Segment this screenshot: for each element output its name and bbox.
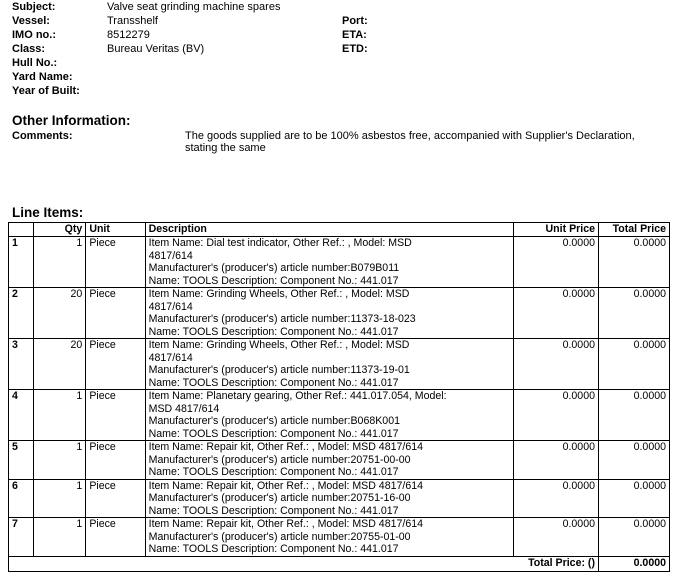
row-unit-price: 0.0000 (514, 288, 599, 339)
row-qty: 1 (34, 479, 86, 518)
row-unit: Piece (86, 339, 145, 390)
total-price-label: Total Price: () (9, 556, 599, 571)
row-qty: 1 (34, 237, 86, 288)
yard-label: Yard Name: (12, 71, 73, 83)
row-total-price: 0.0000 (598, 441, 669, 480)
col-header-no (9, 223, 34, 237)
description-line: Item Name: Planetary gearing, Other Ref.: 441.017.054, Model: (148, 390, 447, 402)
row-number: 2 (9, 288, 34, 339)
description-line: 4817/614 (148, 249, 193, 262)
row-description (145, 479, 514, 518)
description-line: 4817/614 (148, 300, 193, 313)
row-unit-price: 0.0000 (514, 441, 599, 480)
row-number: 7 (9, 518, 34, 557)
port-label: Port: (342, 15, 368, 27)
description-line: Name: TOOLS Description: Component No.: 441.017 (148, 543, 399, 555)
year-label: Year of Built: (12, 85, 80, 97)
description-line: Item Name: Repair kit, Other Ref.: , Model: MSD 4817/614 (148, 518, 423, 530)
description-line: Manufacturer's (producer's) article number:20755-01-00 (148, 530, 411, 543)
description-line: Manufacturer's (producer's) article number:20751-00-00 (148, 453, 411, 466)
description-line: Item Name: Grinding Wheels, Other Ref.: , Model: MSD (148, 339, 410, 351)
total-price-value: 0.0000 (598, 556, 669, 571)
row-total-price: 0.0000 (598, 518, 669, 557)
row-total-price: 0.0000 (598, 479, 669, 518)
other-information-title: Other Information: (12, 113, 131, 128)
comments-text (185, 130, 672, 154)
comments-label: Comments: (12, 130, 73, 142)
table-row (9, 479, 670, 518)
description-line: Name: TOOLS Description: Component No.: 441.017 (148, 325, 399, 338)
row-unit: Piece (86, 288, 145, 339)
description-line: Manufacturer's (producer's) article number:11373-18-023 (148, 313, 416, 325)
row-total-price: 0.0000 (598, 288, 669, 339)
description-line: Manufacturer's (producer's) article number:B079B011 (148, 262, 400, 274)
header-row-hull (12, 56, 672, 70)
row-unit: Piece (86, 237, 145, 288)
row-unit: Piece (86, 441, 145, 480)
etd-label: ETD: (342, 43, 368, 55)
row-qty: 1 (34, 518, 86, 557)
row-unit-price: 0.0000 (514, 237, 599, 288)
imo-value: 8512279 (107, 29, 150, 41)
row-qty: 1 (34, 441, 86, 480)
header-row-class (12, 42, 672, 56)
eta-value (412, 28, 672, 42)
etd-value (412, 42, 672, 56)
row-unit-price: 0.0000 (514, 479, 599, 518)
row-number: 5 (9, 441, 34, 480)
header-row-subject (12, 0, 672, 14)
total-row (9, 556, 670, 571)
header-row-vessel (12, 14, 672, 28)
col-header-unit: Unit (86, 223, 145, 237)
port-value (412, 14, 672, 28)
vessel-label: Vessel: (12, 15, 50, 27)
line-items-table (8, 222, 670, 572)
table-row (9, 339, 670, 390)
table-row (9, 518, 670, 557)
imo-label: IMO no.: (12, 29, 56, 41)
row-unit-price: 0.0000 (514, 339, 599, 390)
description-line: Name: TOOLS Description: Component No.: 441.017 (148, 466, 399, 478)
col-header-description: Description (145, 223, 514, 237)
description-line: Name: TOOLS Description: Component No.: 441.017 (148, 427, 399, 440)
comments-block (12, 130, 672, 154)
row-total-price: 0.0000 (598, 390, 669, 441)
comments-line: The goods supplied are to be 100% asbestos free, accompanied with Supplier's Declaration, (185, 130, 635, 142)
col-header-qty: Qty (34, 223, 86, 237)
row-qty: 20 (34, 288, 86, 339)
description-line: Item Name: Grinding Wheels, Other Ref.: , Model: MSD (148, 288, 410, 300)
col-header-unit-price: Unit Price (514, 223, 599, 237)
header-row-yard (12, 70, 672, 84)
row-unit: Piece (86, 479, 145, 518)
row-total-price: 0.0000 (598, 237, 669, 288)
description-line: MSD 4817/614 (148, 402, 220, 415)
description-line: Name: TOOLS Description: Component No.: 441.017 (148, 274, 399, 287)
eta-label: ETA: (342, 29, 367, 41)
row-unit: Piece (86, 518, 145, 557)
row-number: 4 (9, 390, 34, 441)
col-header-total-price: Total Price (598, 223, 669, 237)
class-label: Class: (12, 43, 46, 55)
header-block (12, 0, 672, 98)
row-qty: 20 (34, 339, 86, 390)
table-row (9, 237, 670, 288)
description-line: 4817/614 (148, 351, 193, 364)
row-description (145, 237, 514, 288)
table-row (9, 288, 670, 339)
row-description (145, 390, 514, 441)
row-number: 6 (9, 479, 34, 518)
description-line: Name: TOOLS Description: Component No.: 441.017 (148, 504, 399, 517)
comments-line: stating the same (185, 142, 266, 154)
table-row (9, 390, 670, 441)
row-unit-price: 0.0000 (514, 390, 599, 441)
hull-label: Hull No.: (12, 57, 58, 69)
row-number: 1 (9, 237, 34, 288)
header-row-imo (12, 28, 672, 42)
header-row-year (12, 84, 672, 98)
description-line: Name: TOOLS Description: Component No.: 441.017 (148, 376, 399, 389)
table-header-row (9, 223, 670, 237)
table-row (9, 441, 670, 480)
row-total-price: 0.0000 (598, 339, 669, 390)
description-line: Manufacturer's (producer's) article number:11373-19-01 (148, 364, 410, 376)
row-unit: Piece (86, 390, 145, 441)
row-description (145, 288, 514, 339)
description-line: Item Name: Dial test indicator, Other Ref.: , Model: MSD (148, 237, 412, 249)
row-description (145, 441, 514, 480)
row-description (145, 518, 514, 557)
subject-label: Subject: (12, 1, 56, 13)
description-line: Item Name: Repair kit, Other Ref.: , Model: MSD 4817/614 (148, 441, 423, 453)
line-items-title: Line Items: (12, 205, 84, 220)
row-description (145, 339, 514, 390)
description-line: Manufacturer's (producer's) article number:B068K001 (148, 415, 400, 427)
row-unit-price: 0.0000 (514, 518, 599, 557)
row-number: 3 (9, 339, 34, 390)
subject-value: Valve seat grinding machine spares (107, 1, 281, 13)
class-value: Bureau Veritas (BV) (107, 43, 205, 55)
row-qty: 1 (34, 390, 86, 441)
vessel-value: Transshelf (107, 15, 158, 27)
description-line: Item Name: Repair kit, Other Ref.: , Model: MSD 4817/614 (148, 479, 423, 492)
description-line: Manufacturer's (producer's) article number:20751-16-00 (148, 492, 411, 504)
